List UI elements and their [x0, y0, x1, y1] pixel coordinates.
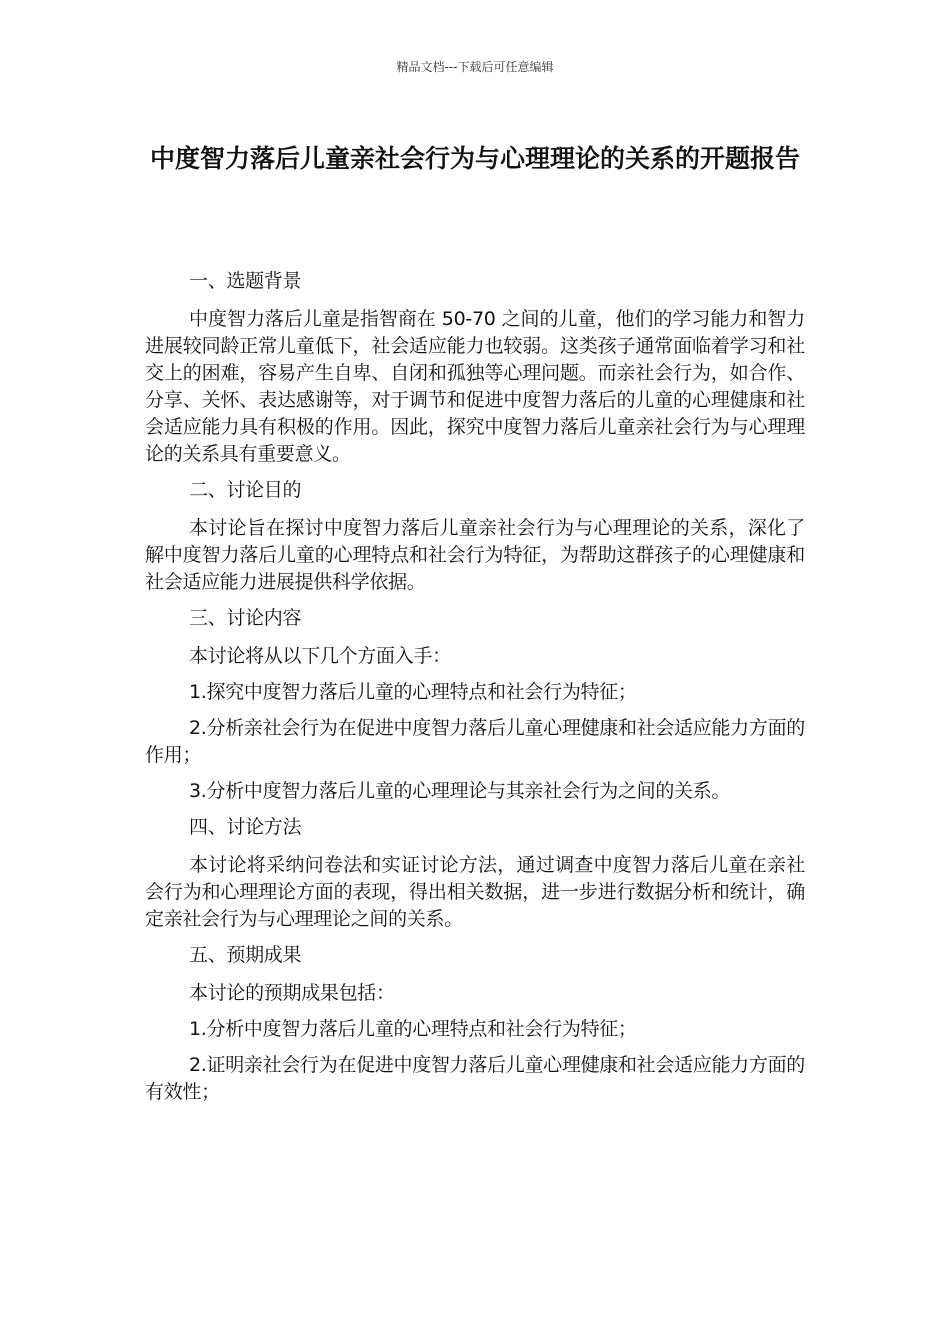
paragraph-background: 中度智力落后儿童是指智商在 50-70 之间的儿童，他们的学习能力和智力进展较同龄正常儿童低下，社会适应能力也较弱。这类孩子通常面临着学习和社交上的困难，容易产生自卑、自闭和孤独等心理问题。而亲社会行为，如合作、分享、关怀、表达感谢等，对于调节和促进中度智力落后的儿童的心理健康和社会适应能力具有积极的作用。因此，探究中度智力落后儿童亲社会行为与心理理论的关系具有重要意义。: [145, 308, 805, 465]
section-heading-method: 四、讨论方法: [189, 816, 302, 838]
list-item-content-2: 2.分析亲社会行为在促进中度智力落后儿童心理健康和社会适应能力方面的作用；: [145, 717, 805, 766]
paragraph-content-intro: 本讨论将从以下几个方面入手：: [189, 645, 451, 667]
section-heading-content: 三、讨论内容: [189, 607, 302, 629]
section-heading-background: 一、选题背景: [189, 270, 302, 292]
paragraph-method: 本讨论将采纳问卷法和实证讨论方法，通过调查中度智力落后儿童在亲社会行为和心理理论方面的表现，得出相关数据，进一步进行数据分析和统计，确定亲社会行为与心理理论之间的关系。: [145, 854, 805, 930]
document-body: [145, 268, 805, 1115]
list-item-outcome-2: 2.证明亲社会行为在促进中度智力落后儿童心理健康和社会适应能力方面的有效性；: [145, 1054, 805, 1103]
list-item-content-1: 1.探究中度智力落后儿童的心理特点和社会行为特征；: [189, 681, 637, 703]
section-heading-purpose: 二、讨论目的: [189, 479, 302, 501]
list-item-outcome-1: 1.分析中度智力落后儿童的心理特点和社会行为特征；: [189, 1018, 637, 1040]
list-item-content-3: 3.分析中度智力落后儿童的心理理论与其亲社会行为之间的关系。: [189, 780, 731, 802]
paragraph-outcomes-intro: 本讨论的预期成果包括：: [189, 982, 395, 1004]
section-heading-outcomes: 五、预期成果: [189, 944, 302, 966]
header-note: 精品文档---下载后可任意编辑: [396, 60, 554, 74]
paragraph-purpose: 本讨论旨在探讨中度智力落后儿童亲社会行为与心理理论的关系，深化了解中度智力落后儿童的心理特点和社会行为特征，为帮助这群孩子的心理健康和社会适应能力进展提供科学依据。: [145, 517, 805, 593]
document-title: 中度智力落后儿童亲社会行为与心理理论的关系的开题报告: [149, 144, 800, 173]
